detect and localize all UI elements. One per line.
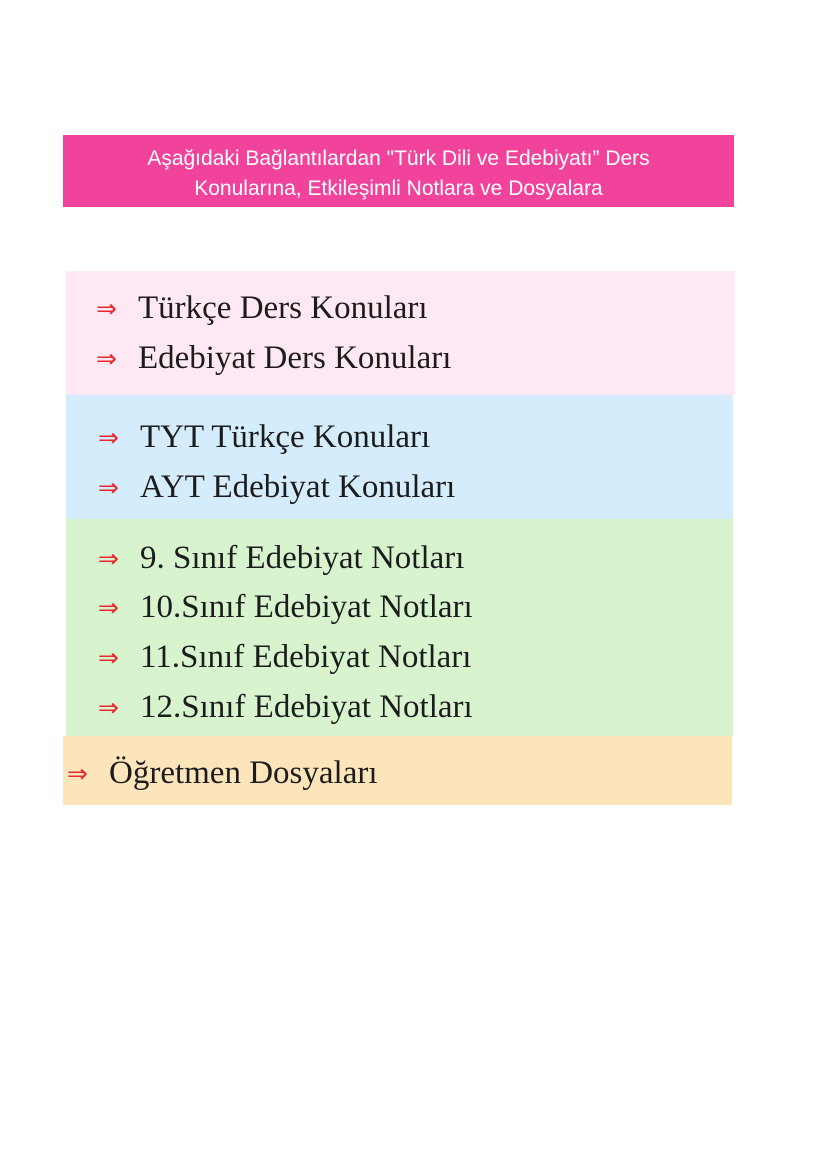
- link-label: Türkçe Ders Konuları: [138, 289, 428, 326]
- header-banner: [63, 135, 734, 207]
- double-right-arrow-icon: ⇒: [98, 543, 119, 573]
- double-right-arrow-icon: ⇒: [96, 343, 117, 373]
- link-label: TYT Türkçe Konuları: [140, 418, 431, 455]
- double-right-arrow-icon: ⇒: [98, 592, 119, 622]
- section-turkish-literature: [66, 271, 735, 395]
- link-grade-9-notes[interactable]: [98, 538, 464, 578]
- banner-line-1: Aşağıdaki Bağlantılardan "Türk Dili ve Edebiyatı” Ders: [147, 147, 650, 170]
- section-grade-notes: [66, 519, 733, 736]
- section-exam-topics: [66, 395, 733, 519]
- double-right-arrow-icon: ⇒: [96, 293, 117, 323]
- link-label: 10.Sınıf Edebiyat Notları: [140, 588, 473, 625]
- link-label: Öğretmen Dosyaları: [109, 754, 378, 791]
- link-literature-topics[interactable]: [96, 338, 451, 378]
- double-right-arrow-icon: ⇒: [98, 642, 119, 672]
- link-label: 9. Sınıf Edebiyat Notları: [140, 539, 465, 576]
- double-right-arrow-icon: ⇒: [67, 758, 88, 788]
- link-teacher-files[interactable]: [67, 753, 378, 793]
- link-ayt-literature[interactable]: [98, 467, 455, 507]
- double-right-arrow-icon: ⇒: [98, 472, 119, 502]
- link-tyt-turkish[interactable]: [98, 417, 430, 457]
- double-right-arrow-icon: ⇒: [98, 422, 119, 452]
- link-label: 12.Sınıf Edebiyat Notları: [140, 688, 473, 725]
- link-label: 11.Sınıf Edebiyat Notları: [140, 638, 472, 675]
- link-turkish-topics[interactable]: [96, 288, 428, 328]
- link-grade-11-notes[interactable]: [98, 637, 471, 677]
- link-grade-12-notes[interactable]: [98, 687, 473, 727]
- link-grade-10-notes[interactable]: [98, 587, 473, 627]
- link-label: Edebiyat Ders Konuları: [138, 339, 452, 376]
- banner-line-2: Konularına, Etkileşimli Notlara ve Dosyalara: [194, 177, 603, 200]
- link-label: AYT Edebiyat Konuları: [140, 468, 456, 505]
- double-right-arrow-icon: ⇒: [98, 692, 119, 722]
- section-teacher-files: [63, 736, 732, 805]
